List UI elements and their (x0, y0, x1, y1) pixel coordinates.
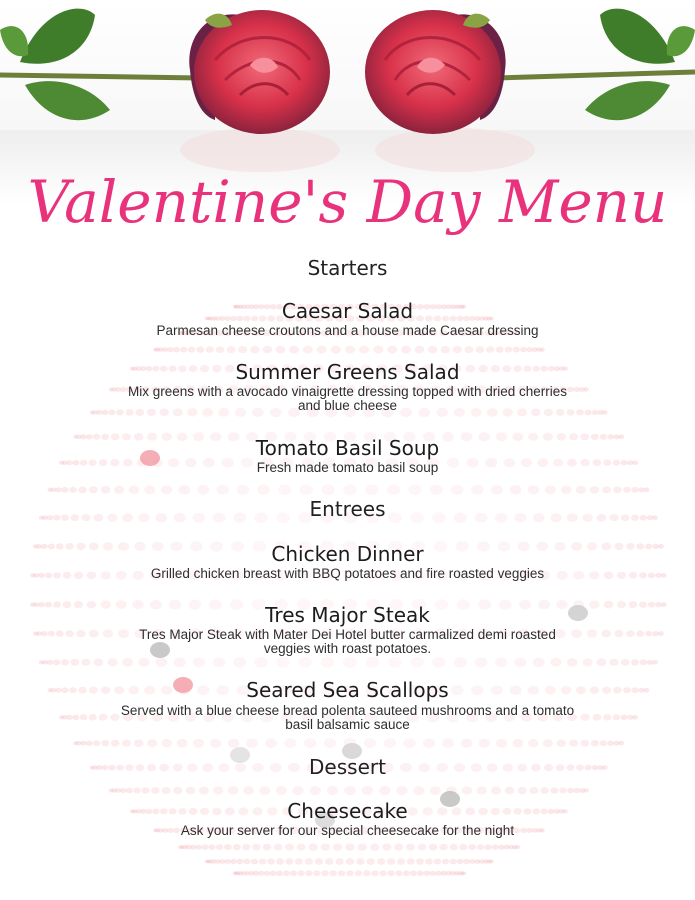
item-description-cheesecake: Ask your server for our special cheesecake for the night (180, 823, 515, 838)
item-description-tres-major-steak: Tres Major Steak with Mater Dei Hotel butter carmalized demi roasted veggies with roast potatoes. (139, 627, 556, 656)
item-name-cheesecake: Cheesecake (287, 799, 408, 823)
item-description-tomato-basil-soup: Fresh made tomato basil soup (256, 460, 439, 475)
item-name-chicken-dinner: Chicken Dinner (271, 542, 424, 566)
item-description-summer-greens-salad: Mix greens with a avocado vinaigrette dressing topped with dried cherries and blue cheese (128, 384, 567, 413)
item-description-caesar-salad: Parmesan cheese croutons and a house made Caesar dressing (156, 323, 539, 338)
menu-title: Valentine's Day Menu (27, 168, 668, 236)
item-name-tomato-basil-soup: Tomato Basil Soup (255, 436, 440, 460)
section-heading-starters: Starters (307, 256, 388, 280)
section-heading-dessert: Dessert (309, 755, 386, 779)
item-description-seared-sea-scallops: Served with a blue cheese bread polenta sauteed mushrooms and a tomato basil balsamic sauce (120, 703, 575, 732)
item-name-caesar-salad: Caesar Salad (281, 299, 414, 323)
item-name-summer-greens-salad: Summer Greens Salad (235, 360, 460, 384)
section-heading-entrees: Entrees (309, 497, 386, 521)
item-name-seared-sea-scallops: Seared Sea Scallops (246, 678, 449, 702)
item-name-tres-major-steak: Tres Major Steak (265, 603, 430, 627)
item-description-chicken-dinner: Grilled chicken breast with BBQ potatoes and fire roasted veggies (150, 566, 545, 581)
